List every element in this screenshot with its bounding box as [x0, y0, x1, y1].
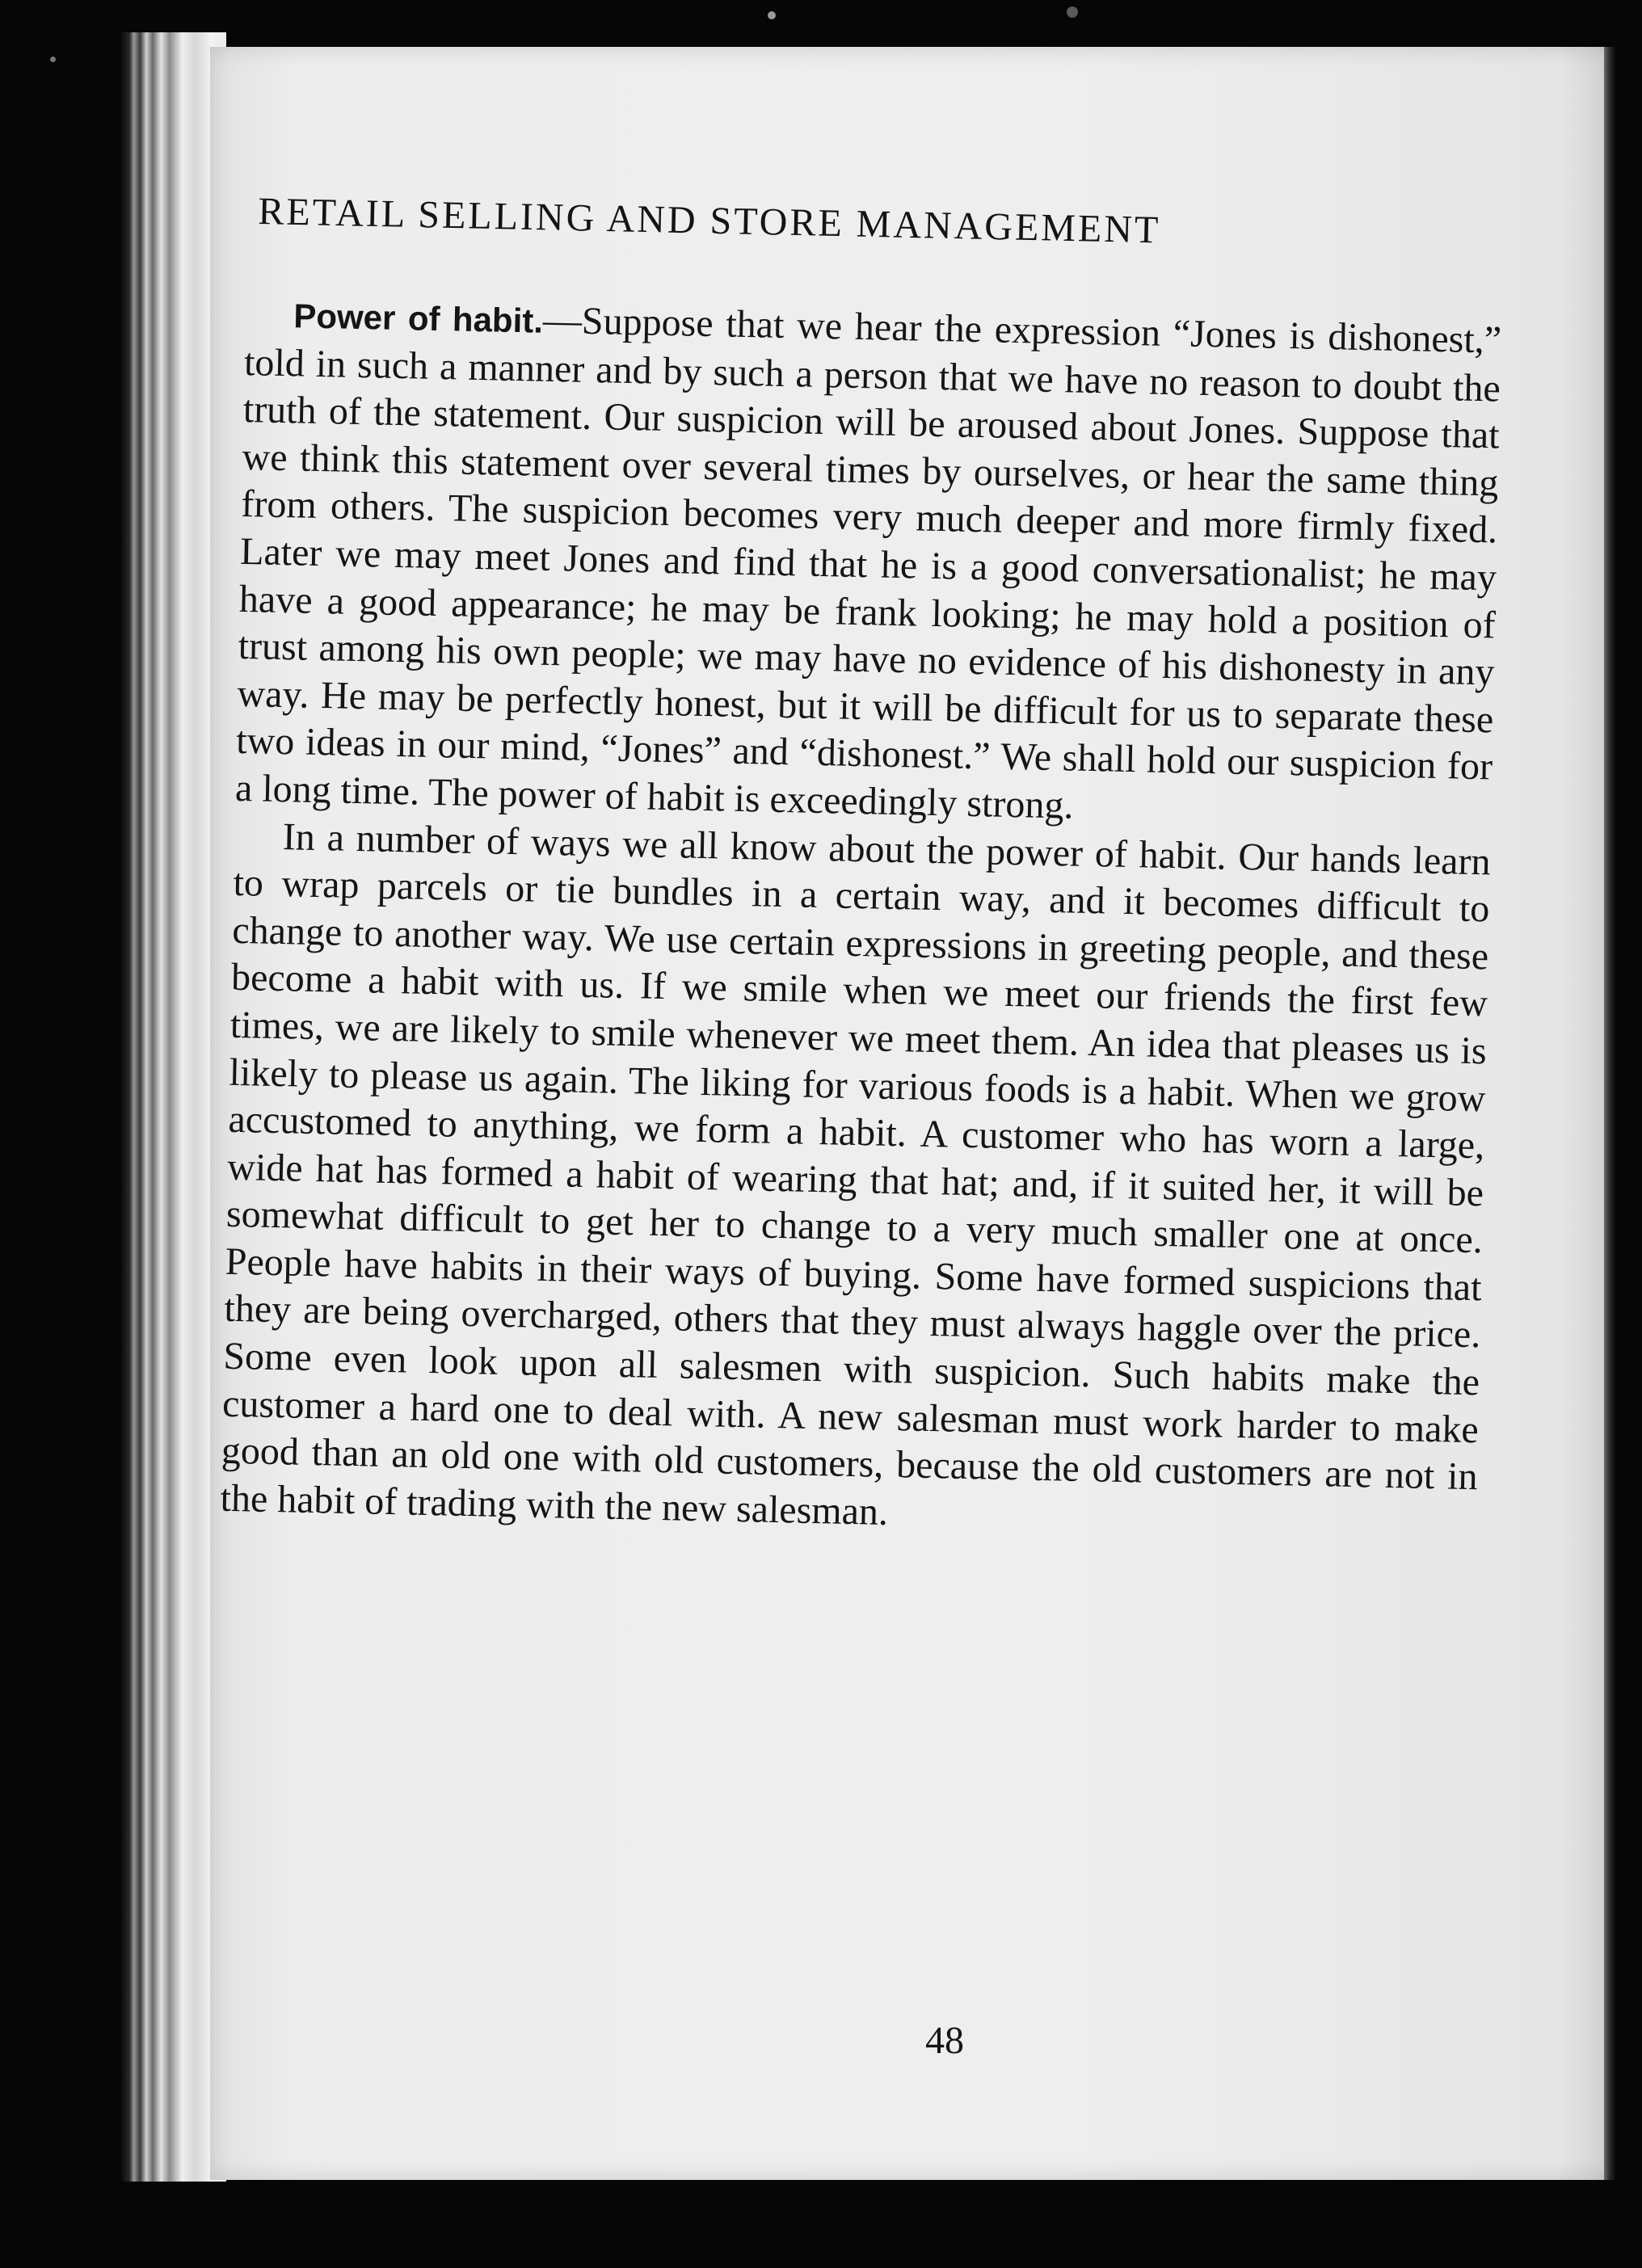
- run-in-heading: Power of habit.: [293, 297, 544, 340]
- page-edge-shadow: [1604, 47, 1615, 2180]
- running-head: RETAIL SELLING AND STORE MANAGEMENT: [257, 189, 1161, 252]
- paragraph: [234, 291, 1501, 839]
- scan-speck: [768, 11, 776, 19]
- body-text: [220, 291, 1502, 1549]
- paragraph-text: —Suppose that we hear the expression “Jones is dishonest,” told in such a manner and by such a person that we have no reason to doubt the truth of the statement. Our suspicion will be aroused about Jones. Suppose that we think this statement over several times by ourselves, or hear the same thing from others. The suspicion becomes very much deeper and more firmly fixed. Later we may meet Jones and find that he is a good conversationalist; he may have a good appearance; he may be frank looking; he may hold a position of trust among his own people; we may have no evidence of his dishonesty in any way. He may be perfectly honest, but it will be difficult for us to separate these two ideas in our mind, “Jones” and “dishonest.” We shall hold our suspicion for a long time. The power of habit is exceedingly strong.: [234, 298, 1502, 827]
- scan-speck: [50, 57, 56, 62]
- page-number: 48: [925, 2019, 964, 2062]
- paragraph: In a number of ways we all know about the power of habit. Our hands learn to wrap parcels or tie bundles in a certain way, and it becomes difficult to change to another way. We use certain expressions in greeting people, and these become a habit with us. If we smile when we meet our friends the first few times, we are likely to smile whenever we meet them. An idea that pleases us is likely to please us again. The liking for various foods is a habit. When we grow accustomed to anything, we form a habit. A customer who has worn a large, wide hat has formed a habit of wearing that hat; and, if it suited her, it will be somewhat difficult to get her to change to a very much smaller one at once. People have habits in their ways of buying. Some have formed suspicions that they are being overcharged, others that they must always haggle over the price. Some even look upon all salesmen with suspicion. Such habits make the customer a hard one to deal with. A new salesman must work harder to make good than an old one with old customers, because the old customers are not in the habit of trading with the new salesman.: [220, 814, 1492, 1534]
- scan-speck: [1067, 6, 1078, 18]
